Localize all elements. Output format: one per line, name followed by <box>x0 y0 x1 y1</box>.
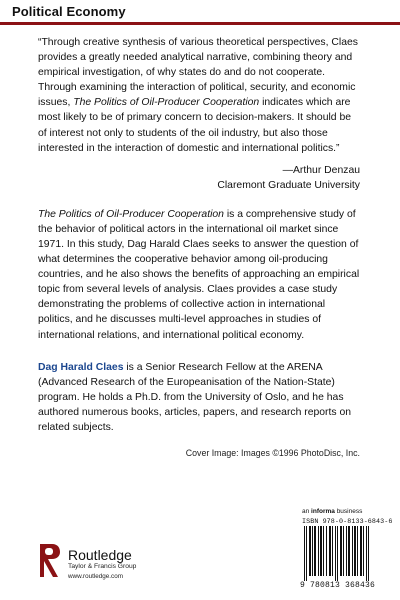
publisher-group: Taylor & Francis Group <box>68 563 137 570</box>
publisher-logo <box>38 543 198 593</box>
description-book-title: The Politics of Oil-Producer Cooperation <box>38 208 224 220</box>
author-name: Dag Harald Claes <box>38 361 124 373</box>
attribution <box>38 163 360 193</box>
barcode-icon <box>300 526 372 581</box>
content <box>38 35 360 459</box>
informa-business-label <box>302 508 362 515</box>
informa-brand: informa <box>311 508 335 515</box>
author-bio <box>38 360 360 435</box>
quote-text-part-1: “Through creative synthesis of various theoretical perspectives, Claes provides a greatly needed analytical narrative, combining theory and empirical investigation, of why states do and do not cooperate. Through examining the interaction of political, security, and economic issues, <box>38 37 358 109</box>
description-text: is a comprehensive study of the behavior of political actors in the international oil market since 1971. In this study, Dag Harald Claes seeks to answer the question of what determines the cooperative behavior among oil-producing countries, and he also shows the benefits of approaching an empirical topic from several levels of analysis. Claes provides a case study demonstrating the problems of collective action in international politics, and he discusses multi-level approaches in studies of international relations, and international political economy. <box>38 208 360 341</box>
endorsement-quote <box>38 35 360 156</box>
publisher-url: www.routledge.com <box>68 573 123 580</box>
series-header <box>0 0 400 24</box>
attribution-affiliation: Claremont Graduate University <box>217 179 360 191</box>
isbn-label: ISBN 978-0-8133-6843-6 <box>302 518 393 526</box>
publisher-name: Routledge <box>68 547 132 563</box>
attribution-name: —Arthur Denzau <box>282 164 360 176</box>
series-rule <box>0 22 400 25</box>
informa-suffix: business <box>334 508 363 515</box>
quote-book-title: The Politics of Oil-Producer Cooperation <box>73 97 260 109</box>
series-title: Political Economy <box>12 4 126 19</box>
book-description <box>38 207 360 343</box>
barcode-block <box>300 517 393 593</box>
quote-text-part-2: indicates which are most likely to be of primary concern to decision-makers. It should be of interest not only to students of the oil industry, but also those interested in the interaction of domestic and international politics.” <box>38 97 352 154</box>
informa-prefix: an <box>302 508 312 515</box>
barcode-number: 9 780813 368436 <box>300 581 376 590</box>
cover-credit: Cover Image: Images ©1996 PhotoDisc, Inc. <box>185 448 360 459</box>
routledge-logo-icon <box>38 543 62 578</box>
author-bio-text: is a Senior Research Fellow at the ARENA (Advanced Research of the Europeanisation of the Nation-State) program. He holds a Ph.D. from the University of Oslo, and he has authored numerous books, articles, papers, and research reports on related subjects. <box>38 361 352 433</box>
